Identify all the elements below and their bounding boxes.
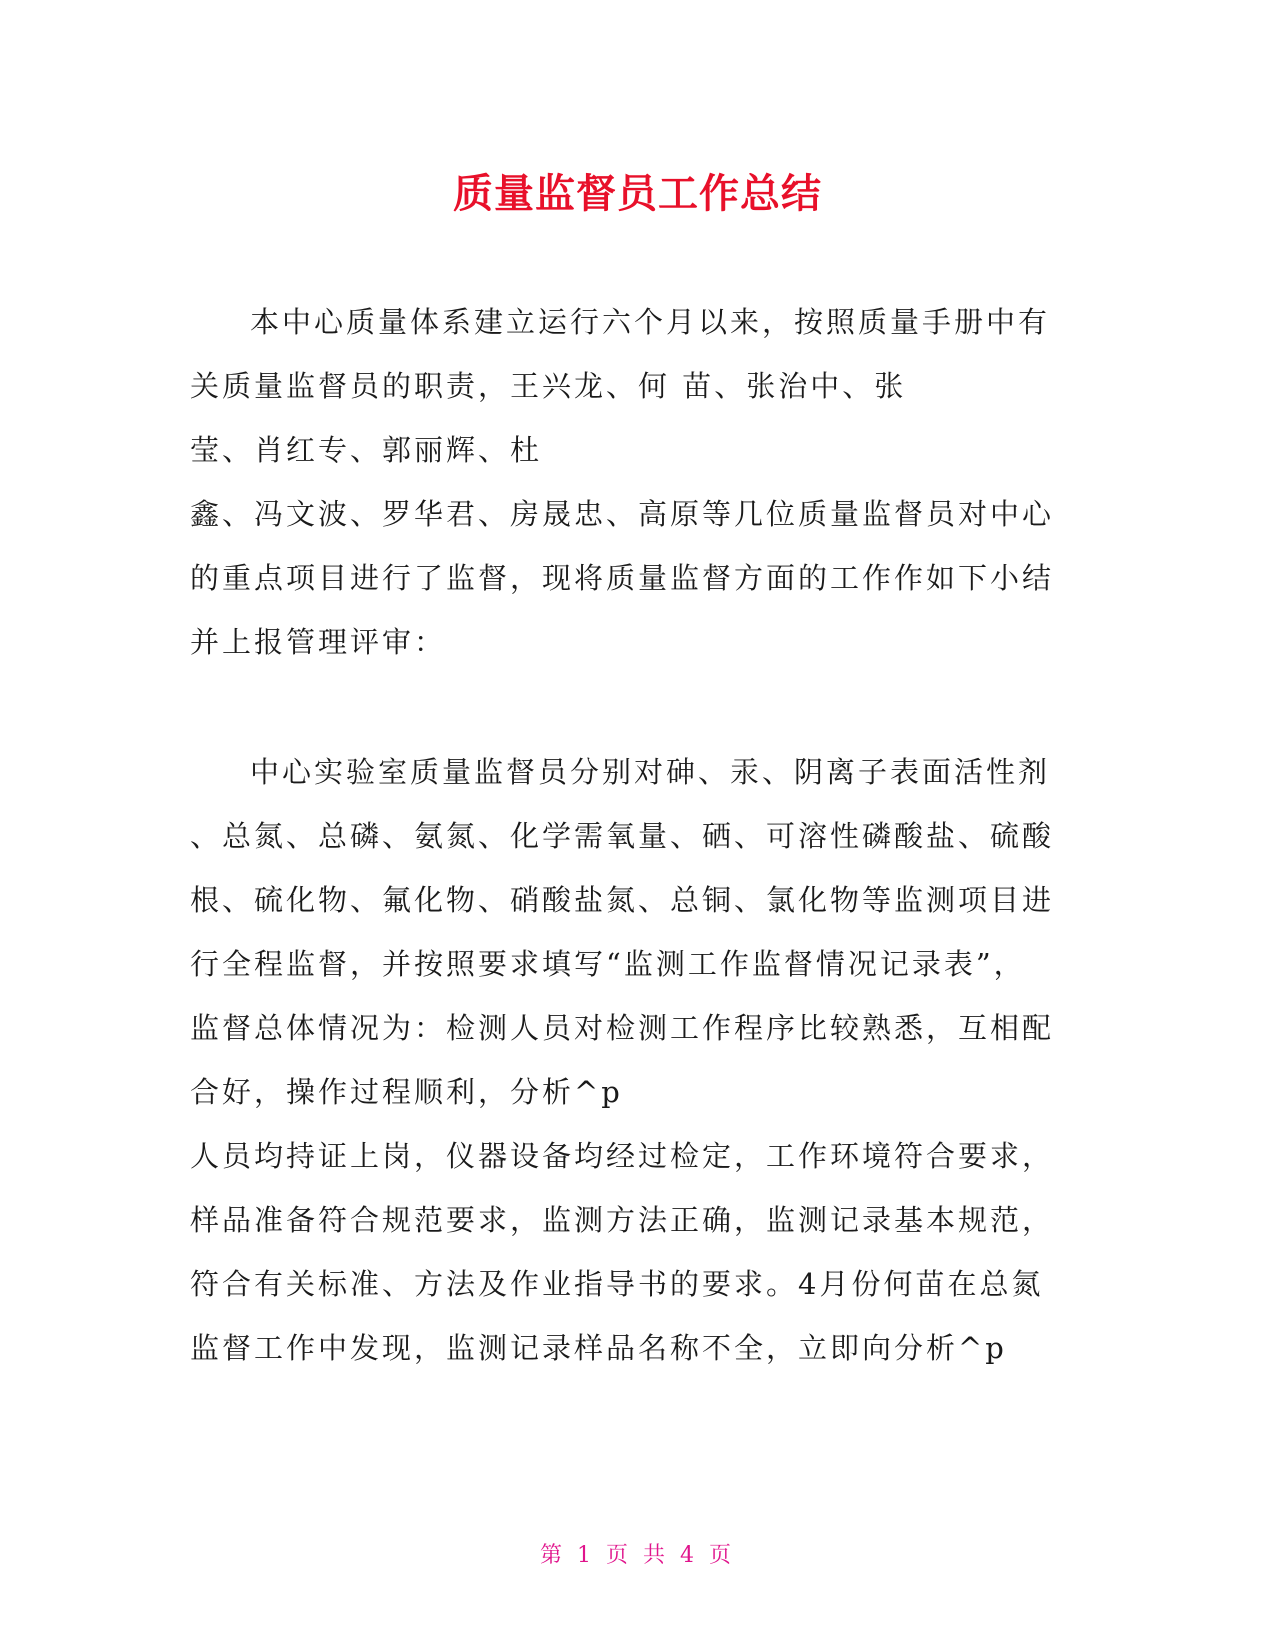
- paragraph-2-line: 合好，操作过程顺利，分析^p: [190, 1075, 623, 1109]
- page-number-footer: 第 1 页 共 4 页: [540, 1543, 735, 1568]
- paragraph-1-line: 本中心质量体系建立运行六个月以来，按照质量手册中有: [250, 305, 1051, 339]
- paragraph-1: [190, 290, 1090, 674]
- paragraph-2-line: 监督工作中发现，监测记录样品名称不全，立即向分析^p: [190, 1331, 1007, 1365]
- paragraph-2-line: 行全程监督，并按照要求填写“监测工作监督情况记录表”，: [190, 947, 1026, 981]
- paragraph-2-line: 符合有关标准、方法及作业指导书的要求。4月份何苗在总氮: [190, 1267, 1044, 1301]
- paragraph-1-line: 莹、肖红专、郭丽辉、杜: [190, 433, 543, 467]
- paragraph-1-line: 鑫、冯文波、罗华君、房晟忠、高原等几位质量监督员对中心: [190, 497, 1055, 531]
- paragraph-2-line: 中心实验室质量监督员分别对砷、汞、阴离子表面活性剂: [250, 755, 1051, 789]
- paragraph-2-line: 根、硫化物、氟化物、硝酸盐氮、总铜、氯化物等监测项目进: [190, 883, 1055, 917]
- paragraph-1-line: 的重点项目进行了监督，现将质量监督方面的工作作如下小结: [190, 561, 1055, 595]
- paragraph-1-line: 关质量监督员的职责，王兴龙、何 苗、张治中、张: [190, 369, 907, 403]
- document-title: 质量监督员工作总结: [453, 171, 822, 217]
- paragraph-2-line: 、总氮、总磷、氨氮、化学需氧量、硒、可溶性磷酸盐、硫酸: [190, 819, 1055, 853]
- paragraph-2-line: 监督总体情况为：检测人员对检测工作程序比较熟悉，互相配: [190, 1011, 1055, 1045]
- paragraph-2-line: 样品准备符合规范要求，监测方法正确，监测记录基本规范，: [190, 1203, 1055, 1237]
- paragraph-1-line: 并上报管理评审：: [190, 625, 447, 659]
- paragraph-2-line: 人员均持证上岗，仪器设备均经过检定，工作环境符合要求，: [190, 1139, 1055, 1173]
- paragraph-2: [190, 740, 1090, 1380]
